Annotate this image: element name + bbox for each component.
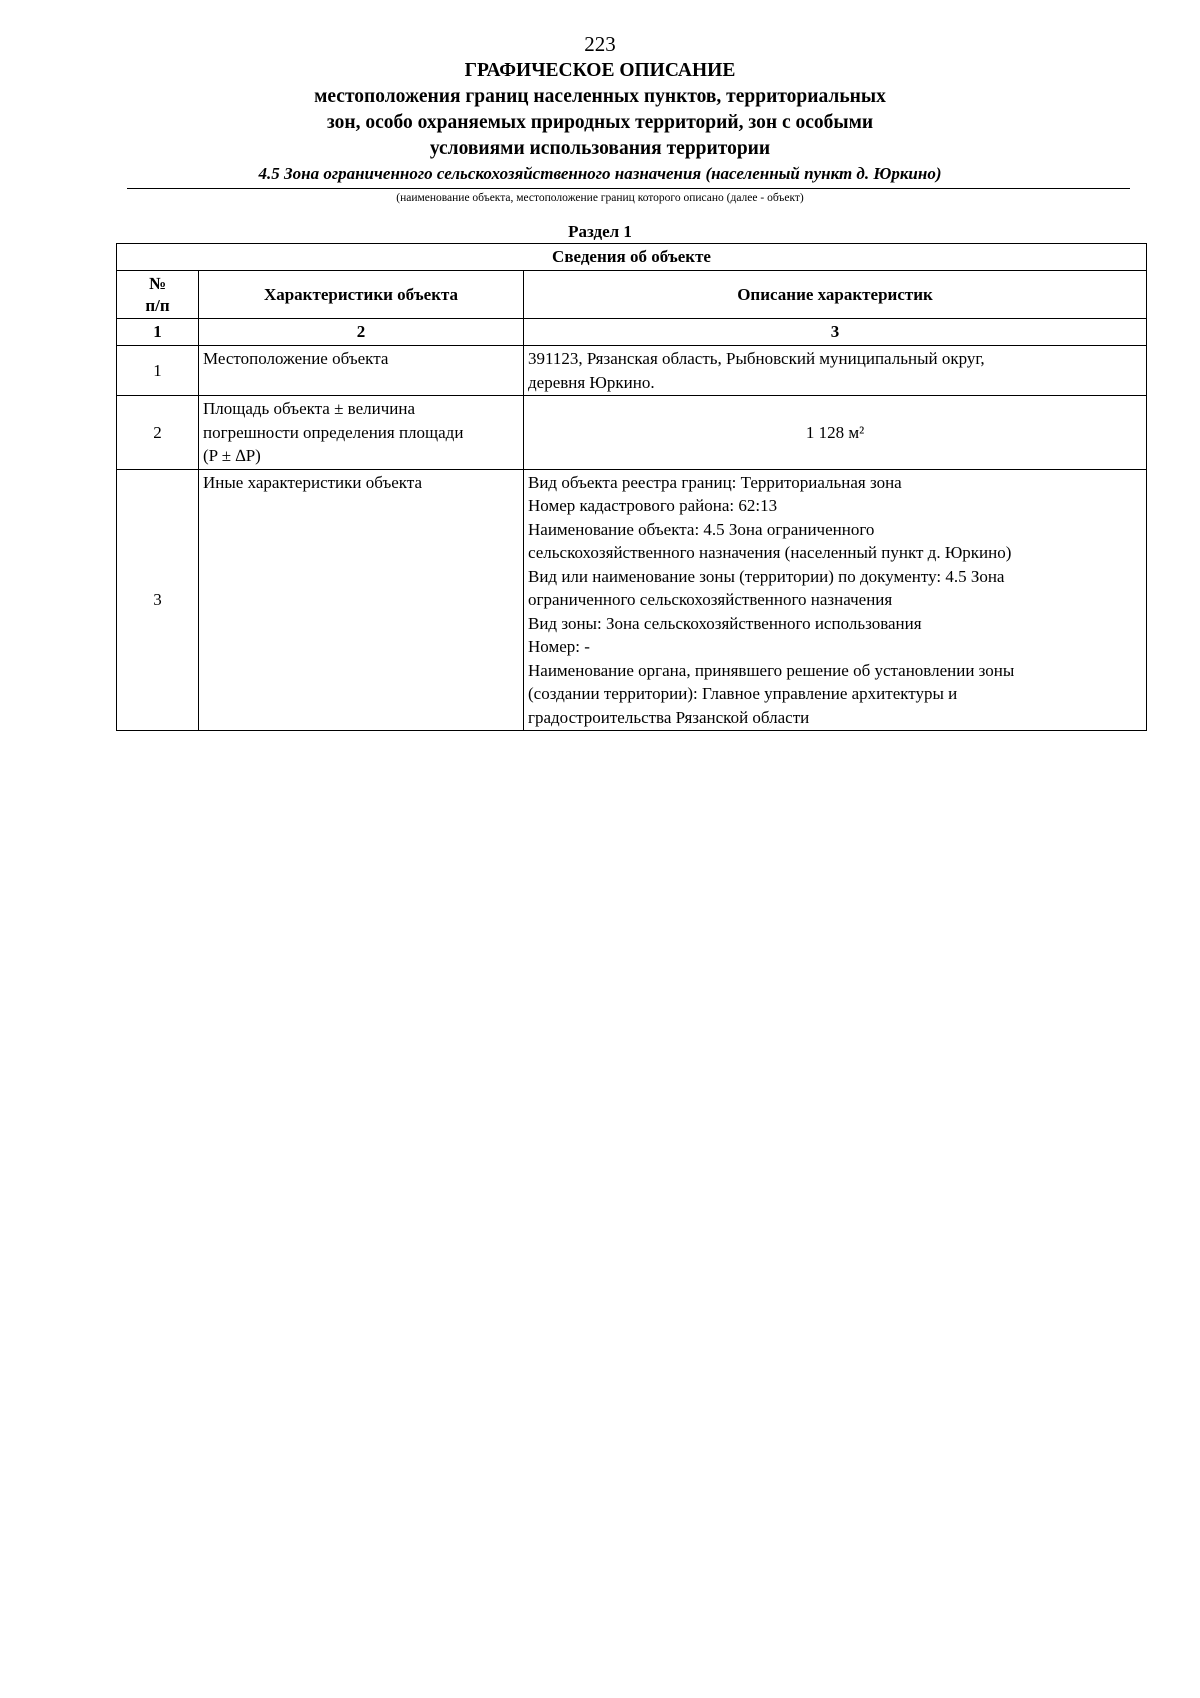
description-line: Вид или наименование зоны (территории) по документу: 4.5 Зона: [528, 566, 1005, 586]
description-line: Номер: -: [528, 637, 590, 656]
description-line: ограниченного сельскохозяйственного назначения: [528, 590, 893, 609]
description-line: Наименование объекта: 4.5 Зона ограниченного: [528, 519, 875, 539]
section-title: Раздел 1: [568, 222, 632, 241]
document-subtitle: [100, 84, 1100, 162]
description-line: сельскохозяйственного назначения (населенный пункт д. Юркино): [528, 543, 1012, 562]
table-row: [117, 346, 1147, 396]
characteristic-line: Площадь объекта ± величина: [203, 399, 416, 418]
column-header-num: [117, 271, 199, 319]
table-row: [117, 469, 1147, 731]
column-index: 1: [117, 319, 199, 346]
object-name-underline: [127, 188, 1130, 189]
description-line: Номер кадастрового района: 62:13: [528, 496, 778, 515]
description-line: Наименование органа, принявшего решение об установлении зоны: [528, 660, 1015, 680]
table-row: [117, 396, 1147, 470]
object-name: 4.5 Зона ограниченного сельскохозяйственного назначения (населенный пункт д. Юркино): [258, 164, 942, 183]
subtitle-line: зон, особо охраняемых природных территорий, зон с особыми: [326, 112, 874, 133]
table-header-row: [117, 271, 1147, 319]
document-title: ГРАФИЧЕСКОЕ ОПИСАНИЕ: [464, 60, 736, 81]
row-description: [524, 346, 1147, 396]
column-index-row: [117, 319, 1147, 346]
subtitle-line: условиями использования территории: [429, 138, 771, 159]
object-name-note: (наименование объекта, местоположение границ которого описано (далее - объект): [396, 192, 804, 204]
column-header-characteristic: Характеристики объекта: [199, 271, 524, 319]
description-line: (создании территории): Главное управление архитектуры и: [528, 684, 958, 703]
row-characteristic: Местоположение объекта: [199, 346, 524, 396]
column-header-description: Описание характеристик: [524, 271, 1147, 319]
description-line: градостроительства Рязанской области: [528, 707, 810, 727]
column-index: 3: [524, 319, 1147, 346]
characteristic-line: погрешности определения площади: [203, 422, 464, 442]
object-info-table: [116, 243, 1147, 731]
subtitle-line: местоположения границ населенных пунктов, территориальных: [314, 86, 886, 107]
table-caption-row: [117, 244, 1147, 271]
page-number: 223: [584, 32, 616, 56]
description-line: Вид объекта реестра границ: Территориальная зона: [528, 472, 902, 492]
row-number: 2: [117, 396, 199, 470]
row-characteristic: [199, 396, 524, 470]
description-line: деревня Юркино.: [528, 372, 655, 392]
row-characteristic: Иные характеристики объекта: [199, 469, 524, 731]
column-index: 2: [199, 319, 524, 346]
column-header-num-line: №: [148, 273, 167, 293]
row-number: 3: [117, 469, 199, 731]
row-description-area: 1 128 м²: [524, 396, 1147, 470]
row-description: [524, 469, 1147, 731]
column-header-num-line: п/п: [145, 295, 170, 315]
table-caption: Сведения об объекте: [117, 244, 1147, 271]
row-number: 1: [117, 346, 199, 396]
characteristic-line: (P ± ∆P): [203, 446, 261, 465]
description-line: 391123, Рязанская область, Рыбновский муниципальный округ,: [528, 349, 985, 368]
description-line: Вид зоны: Зона сельскохозяйственного использования: [528, 613, 922, 633]
